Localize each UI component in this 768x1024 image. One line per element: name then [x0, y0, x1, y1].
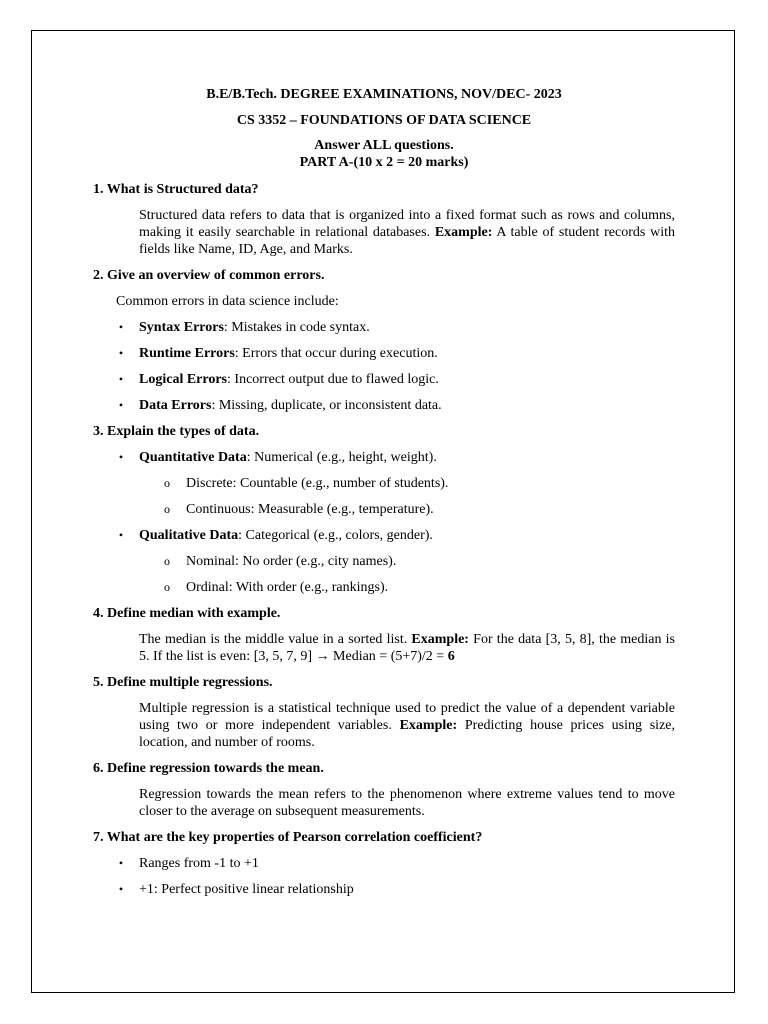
- item-desc: : Errors that occur during execution.: [234, 346, 438, 361]
- list-item: [93, 855, 675, 872]
- item-desc: : Mistakes in code syntax.: [223, 320, 370, 335]
- answer-text: For the data [3, 5, 8], the median is 5. If the list is even: [3, 5, 7, 9]: [139, 632, 675, 664]
- bullet-icon: •: [118, 372, 124, 386]
- bullet-icon: •: [118, 346, 124, 360]
- answer-text: Structured data refers to data that is organized into a fixed format such as rows and columns, making it easily searchable in relational databases.: [139, 208, 675, 240]
- course-title: CS 3352 – FOUNDATIONS OF DATA SCIENCE: [236, 113, 532, 128]
- question-2-intro: Common errors in data science include:: [116, 294, 339, 309]
- example-label: Example:: [434, 225, 493, 240]
- answer-text: The median is the middle value in a sorted list.: [139, 632, 412, 647]
- exam-title: B.E/B.Tech. DEGREE EXAMINATIONS, NOV/DEC- 2023: [206, 87, 562, 102]
- item-term: Quantitative Data: [139, 450, 247, 465]
- document-content: [93, 86, 675, 907]
- list-item: [93, 527, 675, 596]
- list-item: [93, 397, 675, 414]
- sub-list: [139, 553, 675, 596]
- answer-text: Median = (5+7)/2 =: [329, 649, 448, 664]
- item-term: Qualitative Data: [139, 528, 239, 543]
- item-desc: : Incorrect output due to flawed logic.: [227, 372, 439, 387]
- sub-list: [139, 475, 675, 518]
- errors-list: [93, 319, 675, 414]
- pearson-properties-list: [93, 855, 675, 898]
- circle-bullet-icon: o: [164, 476, 170, 490]
- bullet-icon: •: [118, 882, 124, 896]
- list-item: [93, 319, 675, 336]
- example-text: A table of student records with fields like Name, ID, Age, and Marks.: [139, 225, 676, 257]
- list-item: [93, 345, 675, 362]
- item-text: +1: Perfect positive linear relationship: [139, 882, 354, 897]
- question-5-answer: [139, 700, 675, 751]
- list-item: [93, 881, 675, 898]
- question-3-title: 3. Explain the types of data.: [93, 424, 260, 439]
- sub-list-item: [139, 579, 675, 596]
- sub-item-text: Ordinal: With order (e.g., rankings).: [186, 580, 389, 595]
- question-1-title: 1. What is Structured data?: [93, 182, 259, 197]
- item-term: Data Errors: [139, 398, 212, 413]
- part-heading: PART A-(10 x 2 = 20 marks): [299, 155, 469, 170]
- question-6-answer: Regression towards the mean refers to the phenomenon where extreme values tend to move closer to the average on subsequent measurements.: [139, 787, 675, 819]
- answer-text: Multiple regression is a statistical technique used to predict the value of a dependent variable using two or more independent variables.: [139, 701, 675, 733]
- example-label: Example:: [399, 718, 458, 733]
- circle-bullet-icon: o: [164, 554, 170, 568]
- bullet-icon: •: [118, 320, 124, 334]
- bullet-icon: •: [118, 856, 124, 870]
- item-text: Ranges from -1 to +1: [139, 856, 259, 871]
- item-desc: : Numerical (e.g., height, weight).: [246, 450, 437, 465]
- sub-item-text: Nominal: No order (e.g., city names).: [186, 554, 397, 569]
- list-item: [93, 371, 675, 388]
- sub-item-text: Continuous: Measurable (e.g., temperature).: [186, 502, 434, 517]
- item-term: Syntax Errors: [139, 320, 224, 335]
- circle-bullet-icon: o: [164, 502, 170, 516]
- question-6-title: 6. Define regression towards the mean.: [93, 761, 324, 776]
- item-desc: : Missing, duplicate, or inconsistent data.: [211, 398, 442, 413]
- instructions: Answer ALL questions.: [314, 138, 454, 153]
- item-term: Runtime Errors: [139, 346, 235, 361]
- example-text: Predicting house prices using size, location, and number of rooms.: [139, 718, 676, 750]
- list-item: [93, 449, 675, 518]
- sub-list-item: [139, 553, 675, 570]
- question-5-title: 5. Define multiple regressions.: [93, 675, 273, 690]
- question-1-answer: [139, 207, 675, 258]
- sub-list-item: [139, 475, 675, 492]
- question-2-title: 2. Give an overview of common errors.: [93, 268, 325, 283]
- question-4-answer: [139, 631, 675, 665]
- bullet-icon: •: [118, 450, 124, 464]
- bullet-icon: •: [118, 398, 124, 412]
- arrow-icon: →: [315, 649, 330, 664]
- bullet-icon: •: [118, 528, 124, 542]
- circle-bullet-icon: o: [164, 580, 170, 594]
- question-4-title: 4. Define median with example.: [93, 606, 281, 621]
- median-answer: 6: [447, 649, 455, 664]
- sub-item-text: Discrete: Countable (e.g., number of students).: [186, 476, 449, 491]
- sub-list-item: [139, 501, 675, 518]
- item-desc: : Categorical (e.g., colors, gender).: [238, 528, 433, 543]
- example-label: Example:: [411, 632, 469, 647]
- data-types-list: [93, 449, 675, 596]
- item-term: Logical Errors: [139, 372, 228, 387]
- question-7-title: 7. What are the key properties of Pearson correlation coefficient?: [93, 830, 483, 845]
